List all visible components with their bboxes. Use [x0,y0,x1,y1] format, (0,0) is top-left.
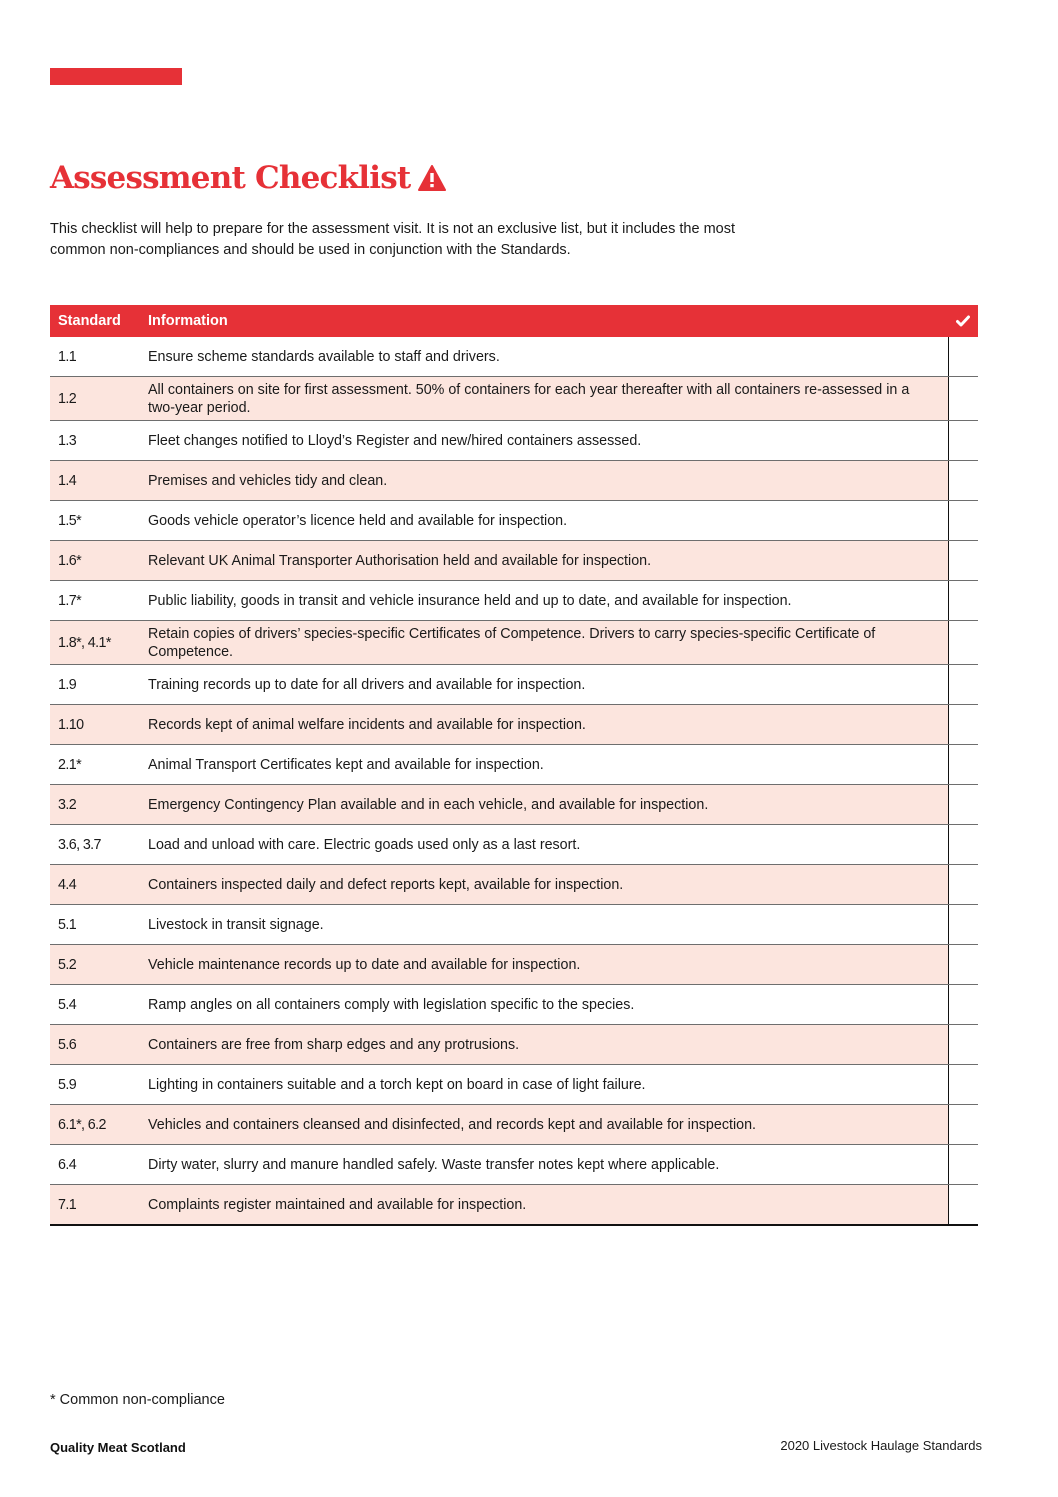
table-row [50,1145,978,1185]
check-box-cell[interactable] [948,1185,978,1226]
table-row [50,1185,978,1226]
standard-cell: 5.6 [50,1025,140,1065]
table-row [50,421,978,461]
table-row [50,621,978,665]
standard-cell: 1.1 [50,337,140,377]
information-cell: Load and unload with care. Electric goads used only as a last resort. [140,825,948,865]
information-cell: Containers are free from sharp edges and any protrusions. [140,1025,948,1065]
table-row [50,337,978,377]
standard-cell: 4.4 [50,865,140,905]
check-box-cell[interactable] [948,705,978,745]
standard-cell: 1.7* [50,581,140,621]
standard-cell: 5.1 [50,905,140,945]
information-cell: Animal Transport Certificates kept and available for inspection. [140,745,948,785]
information-cell: Containers inspected daily and defect reports kept, available for inspection. [140,865,948,905]
table-row [50,865,978,905]
information-cell: Ramp angles on all containers comply with legislation specific to the species. [140,985,948,1025]
table-row [50,745,978,785]
information-cell: Premises and vehicles tidy and clean. [140,461,948,501]
standard-cell: 1.2 [50,377,140,421]
standard-cell: 7.1 [50,1185,140,1226]
information-cell: Retain copies of drivers’ species-specific Certificates of Competence. Drivers to carry species-specific Certificate of Competence. [140,621,948,665]
information-cell: Training records up to date for all drivers and available for inspection. [140,665,948,705]
check-box-cell[interactable] [948,337,978,377]
information-cell: All containers on site for first assessment. 50% of containers for each year thereafter with all containers re-assessed in a two-year period. [140,377,948,421]
table-row [50,461,978,501]
standard-cell: 5.9 [50,1065,140,1105]
standard-cell: 3.6, 3.7 [50,825,140,865]
page-title-text: Assessment Checklist [50,160,411,196]
check-box-cell[interactable] [948,421,978,461]
check-box-cell[interactable] [948,865,978,905]
check-box-cell[interactable] [948,945,978,985]
standard-cell: 1.5* [50,501,140,541]
assessment-checklist-table [50,305,978,1226]
page-title [50,160,446,196]
standard-cell: 2.1* [50,745,140,785]
table-row [50,541,978,581]
table-row [50,905,978,945]
table-row [50,985,978,1025]
table-row [50,501,978,541]
intro-text: This checklist will help to prepare for the assessment visit. It is not an exclusive list, but it includes the most common non-compliances and should be used in conjunction with the Standards. [50,221,736,258]
check-box-cell[interactable] [948,1025,978,1065]
standard-cell: 1.8*, 4.1* [50,621,140,665]
check-box-cell[interactable] [948,377,978,421]
check-box-cell[interactable] [948,665,978,705]
checkmark-icon [956,315,970,327]
information-cell: Emergency Contingency Plan available and in each vehicle, and available for inspection. [140,785,948,825]
information-cell: Goods vehicle operator’s licence held and available for inspection. [140,501,948,541]
table-row [50,1065,978,1105]
table-row [50,581,978,621]
accent-bar [50,68,182,85]
information-cell: Vehicle maintenance records up to date and available for inspection. [140,945,948,985]
check-box-cell[interactable] [948,905,978,945]
information-cell: Livestock in transit signage. [140,905,948,945]
check-box-cell[interactable] [948,621,978,665]
standard-cell: 1.6* [50,541,140,581]
check-box-cell[interactable] [948,461,978,501]
table-row [50,665,978,705]
information-cell: Dirty water, slurry and manure handled safely. Waste transfer notes kept where applicable. [140,1145,948,1185]
check-box-cell[interactable] [948,1145,978,1185]
check-box-cell[interactable] [948,985,978,1025]
check-box-cell[interactable] [948,1105,978,1145]
check-box-cell[interactable] [948,541,978,581]
standard-cell: 6.1*, 6.2 [50,1105,140,1145]
information-cell: Fleet changes notified to Lloyd’s Register and new/hired containers assessed. [140,421,948,461]
information-cell: Relevant UK Animal Transporter Authorisation held and available for inspection. [140,541,948,581]
standard-cell: 6.4 [50,1145,140,1185]
table-row [50,377,978,421]
information-cell: Lighting in containers suitable and a torch kept on board in case of light failure. [140,1065,948,1105]
check-box-cell[interactable] [948,1065,978,1105]
footer-document-title: 2020 Livestock Haulage Standards [780,1438,982,1453]
information-cell: Public liability, goods in transit and vehicle insurance held and up to date, and available for inspection. [140,581,948,621]
footnote: * Common non-compliance [50,1392,225,1408]
check-box-cell[interactable] [948,825,978,865]
information-cell: Ensure scheme standards available to staff and drivers. [140,337,948,377]
table-row [50,945,978,985]
check-box-cell[interactable] [948,745,978,785]
standard-cell: 3.2 [50,785,140,825]
information-cell: Records kept of animal welfare incidents and available for inspection. [140,705,948,745]
table-row [50,1105,978,1145]
standard-cell: 5.2 [50,945,140,985]
table-row [50,1025,978,1065]
warning-triangle-icon [418,165,446,191]
standard-cell: 1.9 [50,665,140,705]
table-row [50,825,978,865]
check-box-cell[interactable] [948,785,978,825]
check-box-cell[interactable] [948,501,978,541]
header-information: Information [140,305,948,337]
header-standard: Standard [50,305,140,337]
check-box-cell[interactable] [948,581,978,621]
table-row [50,785,978,825]
information-cell: Complaints register maintained and available for inspection. [140,1185,948,1226]
standard-cell: 1.3 [50,421,140,461]
table-header-row [50,305,978,337]
standard-cell: 1.4 [50,461,140,501]
standard-cell: 5.4 [50,985,140,1025]
table-row [50,705,978,745]
standard-cell: 1.10 [50,705,140,745]
information-cell: Vehicles and containers cleansed and disinfected, and records kept and available for inspection. [140,1105,948,1145]
footer-organisation: Quality Meat Scotland [50,1440,186,1455]
header-check [948,305,978,337]
